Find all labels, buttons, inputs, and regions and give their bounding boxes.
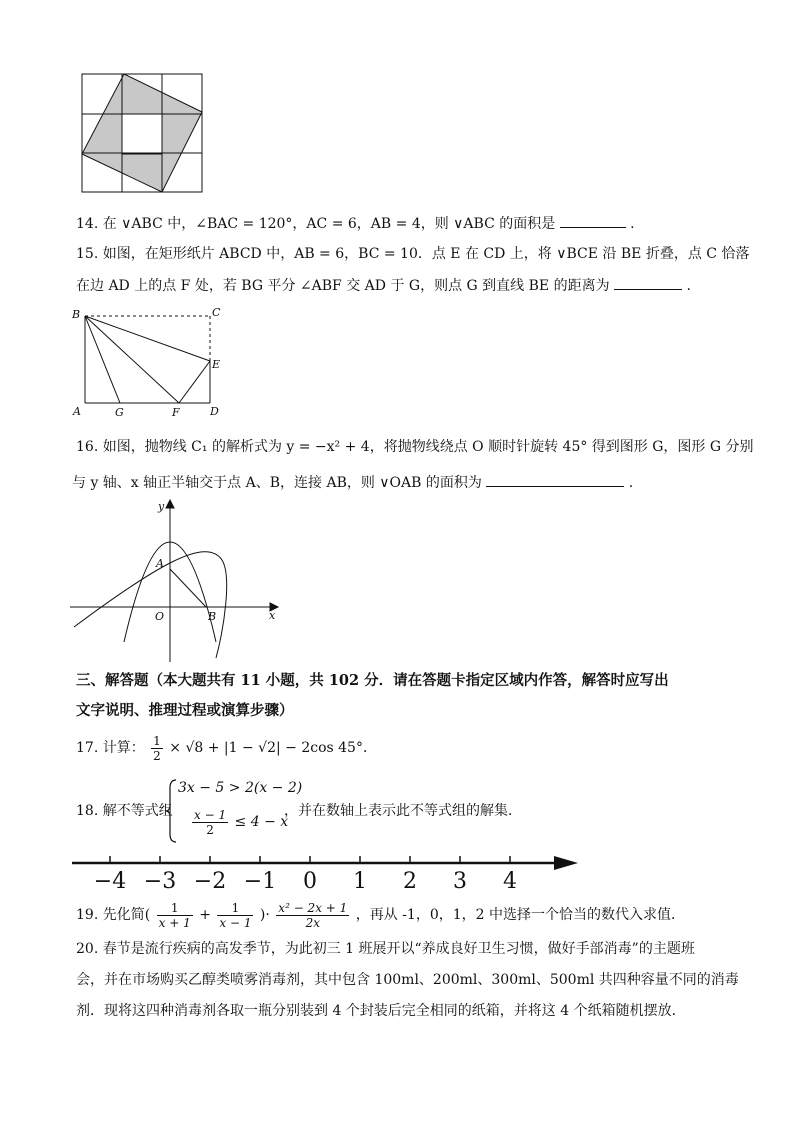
q13-grid-figure: [80, 72, 206, 196]
q19-f2-den: x − 1: [219, 915, 252, 930]
q19-number: 19.: [76, 907, 99, 923]
q19-f1-den: x + 1: [158, 915, 191, 930]
section-3-heading-line1: [76, 671, 669, 691]
segment-FE: [179, 361, 210, 403]
q14-line: [76, 213, 635, 234]
q17-rest: × √8 + |1 − √2| − 2cos 45°．: [169, 740, 377, 756]
number-line-tick-label: −1: [243, 869, 277, 894]
number-line-tick-label: −2: [193, 869, 227, 894]
segment-BE: [85, 316, 210, 361]
q20-text-line1: 春节是流行疾病的高发季节，为此初三 1 班展开以“养成良好卫生习惯，做好手部消毒”的主题班: [102, 941, 695, 957]
q19-f1-num: 1: [157, 901, 193, 916]
number-line-tick-label: 3: [453, 869, 467, 894]
segment-AB: [170, 569, 206, 607]
q14-text: 在 ∨ABC 中，∠BAC = 120°，AC = 6，AB = 4，则 ∨ABC 的面积是: [102, 216, 556, 232]
q17-frac-den: 2: [153, 748, 161, 763]
q16-end: .: [628, 475, 634, 491]
q14-end: .: [630, 216, 635, 232]
q18-number-prefix: [76, 801, 173, 821]
segment-BF: [85, 316, 179, 403]
q14-answer-blank[interactable]: [560, 213, 626, 228]
q16-number: 16.: [76, 439, 99, 455]
q17-fraction: [151, 734, 163, 763]
number-line-tick-label: −4: [93, 869, 127, 894]
number-line-arrow: [554, 856, 578, 870]
q16-line2: [72, 472, 633, 493]
q16-text-line1: 如图，抛物线 C₁ 的解析式为 y = −x² + 4，将抛物线绕点 O 顺时针旋转 45° 得到图形 G，图形 G 分别: [102, 439, 754, 455]
q19-dot: )·: [259, 907, 270, 923]
q15-number: 15.: [76, 246, 99, 262]
q16-answer-blank[interactable]: [486, 472, 624, 487]
q16-figure: [66, 496, 286, 666]
y-axis-arrow: [166, 500, 174, 508]
q19-suffix: ，再从 -1，0，1，2 中选择一个恰当的数代入求值．: [355, 907, 685, 923]
q18-ineq2-rest: ≤ 4 − x: [234, 814, 289, 830]
number-line-ticks: [94, 856, 517, 894]
q15-figure: [68, 304, 228, 418]
q15-text-line2: 在边 AD 上的点 F 处，若 BG 平分 ∠ABF 交 AD 于 G，则点 G 到直线 BE 的距离为: [76, 278, 610, 294]
q17-number: 17.: [76, 740, 99, 756]
q20-text-line3: 剂．现将这四种消毒剂各取一瓶分别装到 4 个封装后完全相同的纸箱，并将这 4 个纸箱随机摆放．: [76, 1003, 686, 1019]
label-G: G: [115, 406, 124, 418]
q20-line3: [76, 1001, 686, 1021]
label-B: B: [208, 610, 217, 623]
q18-prefix: 解不等式组: [102, 803, 173, 819]
label-A: A: [73, 405, 81, 418]
q19-line: [76, 897, 685, 933]
label-B: B: [72, 308, 81, 321]
number-line-tick-label: 0: [303, 869, 317, 894]
label-y: y: [158, 500, 165, 513]
q19-fraction-1: [157, 901, 193, 930]
q19-fraction-3: [276, 901, 349, 930]
white-center-square: [122, 114, 162, 154]
q17-frac-num: 1: [153, 733, 161, 748]
q15-end: .: [686, 278, 691, 294]
q18-number: 18.: [76, 803, 99, 819]
number-line-tick-label: 1: [353, 869, 367, 894]
q18-ineq2-num: x − 1: [194, 807, 227, 822]
q18-number-line: [70, 850, 585, 896]
label-C: C: [212, 306, 221, 319]
q15-text-line1: 如图，在矩形纸片 ABCD 中，AB = 6，BC = 10．点 E 在 CD 上，将 ∨BCE 沿 BE 折叠，点 C 恰落: [102, 246, 750, 262]
label-x: x: [269, 609, 276, 622]
q20-line2: [76, 970, 739, 990]
q19-fraction-2: [217, 901, 253, 930]
label-F: F: [172, 406, 180, 418]
q15-line2: [76, 275, 691, 296]
q18-ineq2-den: 2: [206, 822, 214, 837]
label-A: A: [156, 557, 164, 570]
number-line-tick-label: 2: [403, 869, 417, 894]
q15-answer-blank[interactable]: [614, 275, 682, 290]
q18-brace: [166, 778, 178, 844]
q19-f3-den: 2x: [305, 915, 320, 930]
q18-inequality-1: [178, 778, 302, 798]
section-3-heading-line2: [76, 701, 294, 721]
q19-plus: +: [199, 907, 211, 923]
section-3-text-line2: 文字说明、推理过程或演算步骤）: [76, 702, 294, 719]
q19-f3-num: x² − 2x + 1: [278, 900, 348, 915]
label-D: D: [210, 405, 219, 418]
q20-number: 20.: [76, 941, 99, 957]
number-line-tick-label: −3: [143, 869, 177, 894]
q18-suffix-line: [284, 801, 522, 821]
q20-text-line2: 会，并在市场购买乙醇类喷雾消毒剂，其中包含 100ml、200ml、300ml、500ml 共四种容量不同的消毒: [76, 972, 739, 988]
segment-BG: [85, 316, 120, 403]
q18-suffix: ，并在数轴上表示此不等式组的解集．: [284, 803, 522, 819]
q16-line1: [76, 437, 754, 457]
q19-f2-num: 1: [217, 901, 253, 916]
q16-text-line2: 与 y 轴、x 轴正半轴交于点 A、B，连接 AB，则 ∨OAB 的面积为: [72, 475, 482, 491]
q20-line1: [76, 939, 695, 959]
q14-number: 14.: [76, 216, 99, 232]
label-O: O: [155, 610, 165, 623]
section-3-text-line1: 三、解答题（本大题共有 11 小题，共 102 分．请在答题卡指定区域内作答，解答时应写出: [76, 672, 669, 689]
q17-line: [76, 732, 377, 764]
label-E: E: [212, 358, 221, 371]
number-line-tick-label: 4: [503, 869, 517, 894]
q18-ineq1: 3x − 5 > 2(x − 2): [178, 780, 303, 796]
q18-inequality-2: [190, 804, 288, 840]
q17-prefix: 计算：: [102, 740, 145, 756]
q15-line1: [76, 244, 749, 264]
q18-ineq2-fraction: [192, 808, 228, 837]
q19-prefix: 先化简(: [102, 907, 151, 923]
